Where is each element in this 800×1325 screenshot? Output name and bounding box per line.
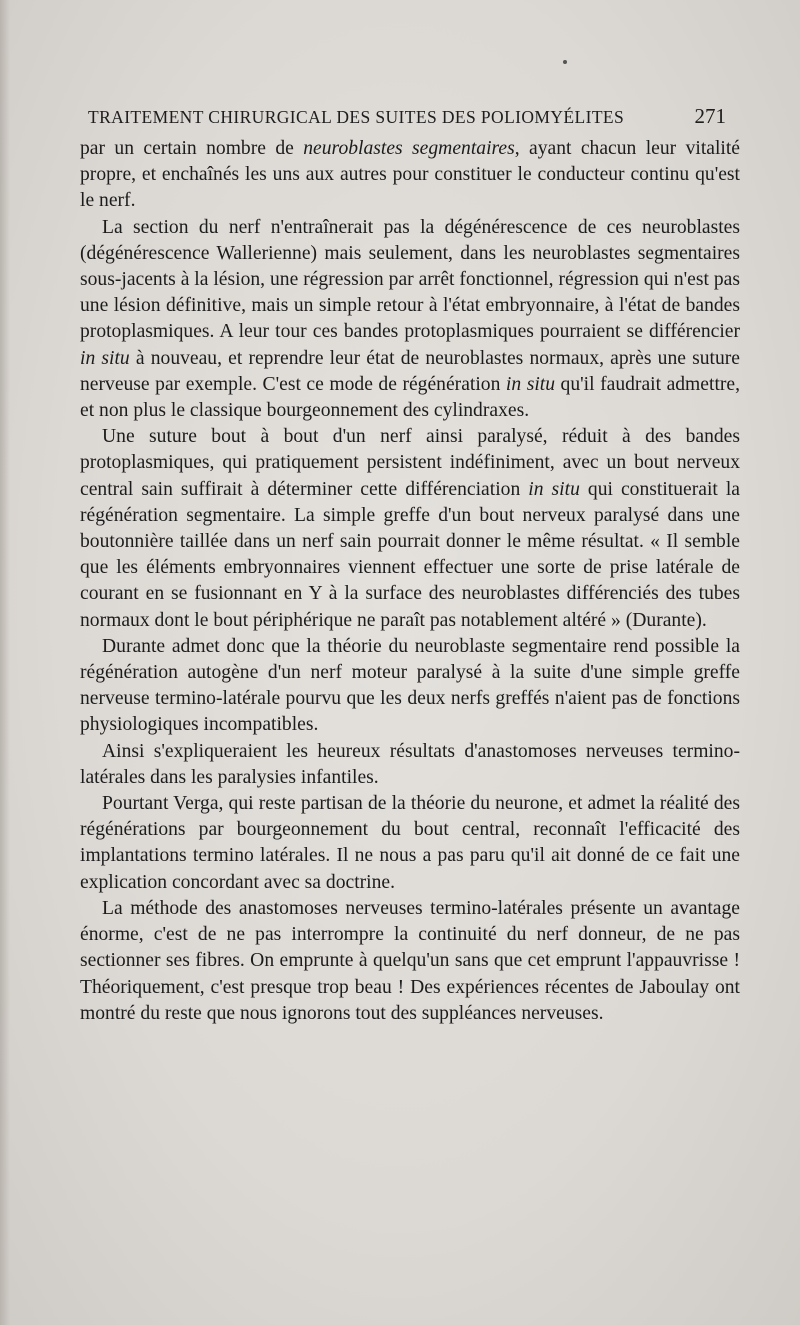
paragraph: La méthode des anastomoses nerveuses termino-latérales présente un avantage énorme, c'est de ne pas interrompre la continuité du nerf donneur, de ne pas sectionner ses fibres. On emprunte à quelqu'un sans que cet emprunt l'appauvrisse ! Théoriquement, c'est presque trop beau ! Des expériences récentes de Jaboulay ont montré du reste que nous ignorons tout des suppléances nerveuses.: [80, 897, 740, 1024]
paragraph: La section du nerf n'entraînerait pas la dégénérescence de ces neuroblastes (dégénérescence Wallerienne) mais seulement, dans les neuroblastes segmentaires sous-jacents à la lésion, une régression par arrêt fonctionnel, régression qui n'est pas une lésion définitive, mais un simple retour à l'état embryonnaire, à l'état de bandes protoplasmiques. A leur tour ces bandes protoplasmiques pourraient se différencier in situ à nouveau, et reprendre leur état de neuroblastes normaux, après une suture nerveuse par exemple. C'est ce mode de régénération in situ qu'il faudrait admettre, et non plus le classique bourgeonnement des cylindraxes.: [80, 216, 741, 422]
paragraph: Durante admet donc que la théorie du neuroblaste segmentaire rend possible la régénération autogène d'un nerf moteur paralysé à la suite d'une simple greffe nerveuse termino-latérale pourvu que les deux nerfs greffés n'aient pas de fonctions physiologiques incompatibles.: [80, 635, 740, 736]
page-number: 271: [694, 104, 726, 128]
page-header: [88, 104, 738, 130]
paragraph: Pourtant Verga, qui reste partisan de la théorie du neurone, et admet la réalité des régénérations par bourgeonnement du bout central, reconnaît l'efficacité des implantations termino latérales. Il ne nous a pas paru qu'il ait donné de ce fait une explication concordant avec sa doctrine.: [80, 793, 740, 893]
paragraph: Ainsi s'expliqueraient les heureux résultats d'anastomoses nerveuses termino-latérales dans les paralysies infantiles.: [80, 740, 740, 788]
paragraph: Une suture bout à bout d'un nerf ainsi paralysé, réduit à des bandes protoplasmiques, qui pratiquement persistent indéfiniment, avec un bout nerveux central sain suffirait à déterminer cette différenciation in situ qui constituerait la régénération segmentaire. La simple greffe d'un bout nerveux paralysé dans une boutonnière taillée dans un nerf sain pourrait donner le même résultat. « Il semble que les éléments embryonnaires viennent effectuer une sorte de prise latérale de courant en se fusionnant en Y à la surface des neuroblastes différenciés des tubes normaux dont le bout périphérique ne paraît pas notablement altéré » (Durante).: [80, 426, 741, 631]
body-text: [80, 136, 740, 1027]
print-speck: [563, 60, 567, 64]
book-spine-shadow: [0, 0, 10, 1325]
running-head: TRAITEMENT CHIRURGICAL DES SUITES DES POLIOMYÉLITES: [88, 107, 625, 127]
paragraph: par un certain nombre de neuroblastes segmentaires, ayant chacun leur vitalité propre, et enchaînés les uns aux autres pour constituer le conducteur continu qu'est le nerf.: [80, 138, 741, 212]
